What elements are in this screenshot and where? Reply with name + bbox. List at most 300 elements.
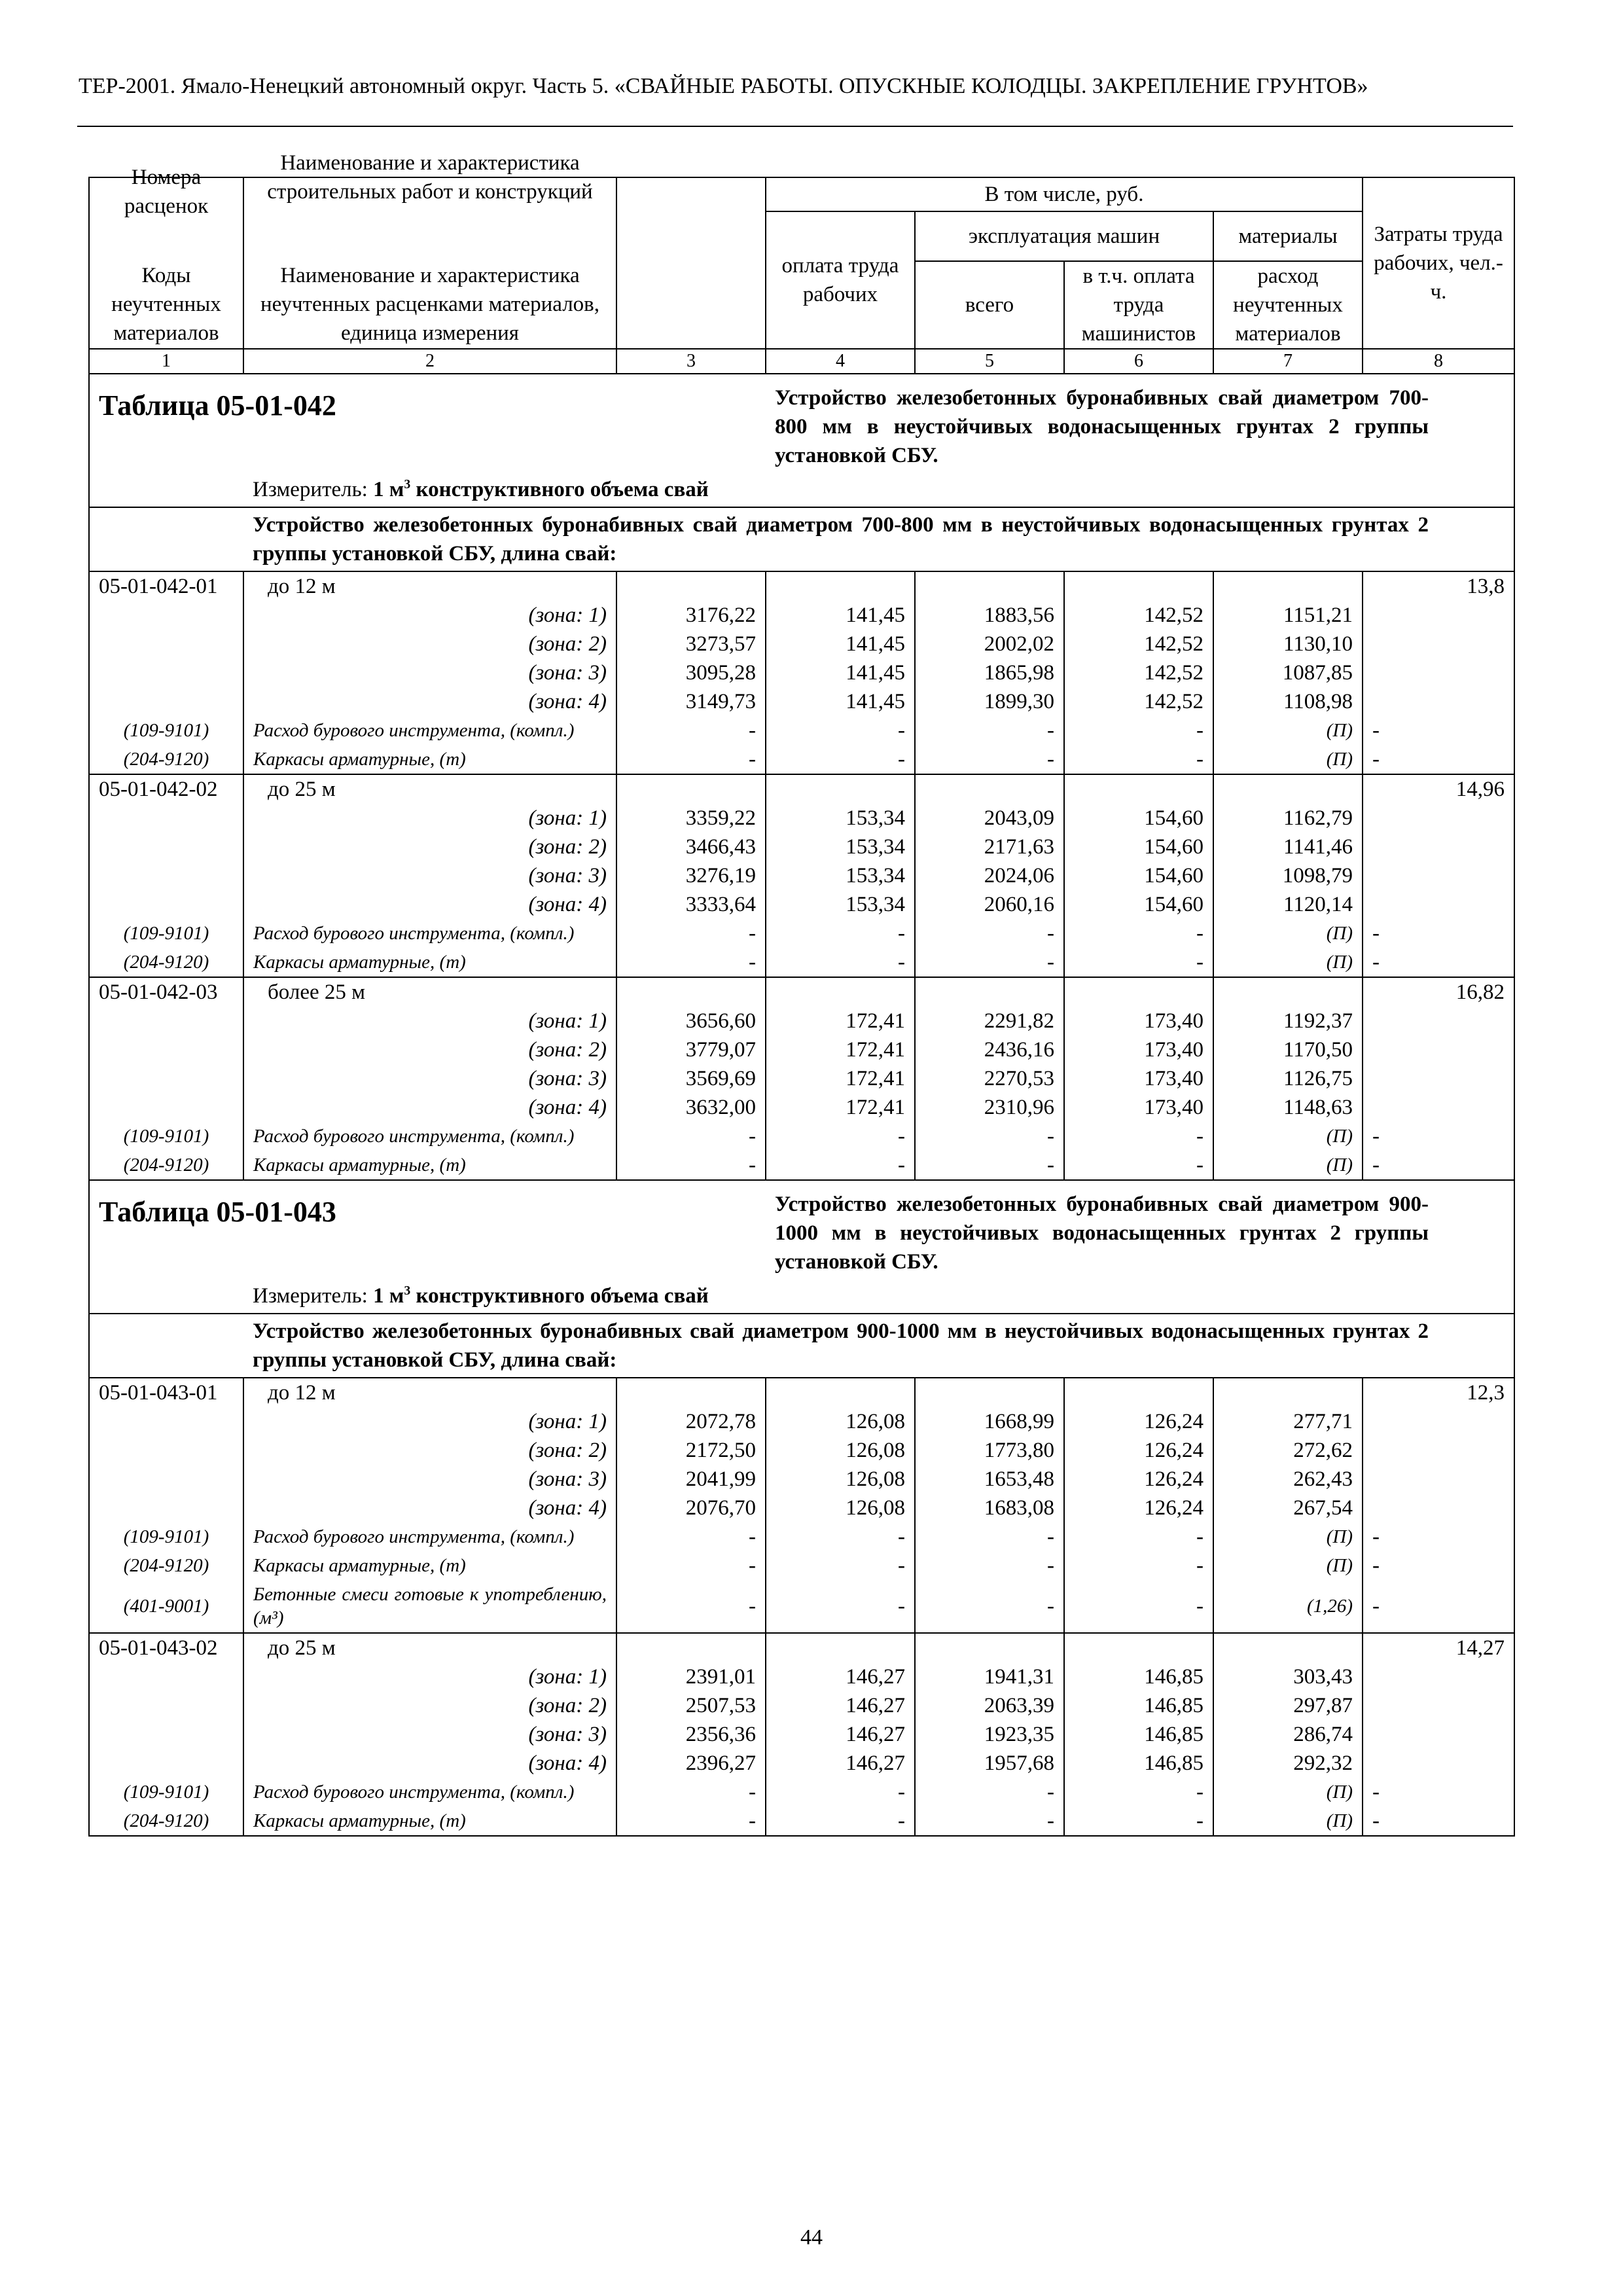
- dash-cell: -: [766, 1551, 915, 1580]
- worker-wage: 153,34: [766, 890, 915, 919]
- materials-cost: 1098,79: [1213, 861, 1363, 890]
- machine-total: 2043,09: [915, 804, 1064, 833]
- zone-label: (зона: 3): [243, 1064, 616, 1093]
- measure-rest: конструктивного объема свай: [416, 1284, 709, 1308]
- dash-cell: -: [1064, 1151, 1213, 1180]
- dash-cell: -: [616, 1522, 766, 1551]
- material-row: [89, 1151, 1514, 1180]
- material-name: Каркасы арматурные, (т): [243, 1551, 616, 1580]
- empty-cell: [1064, 977, 1213, 1007]
- material-qty: (П): [1213, 1522, 1363, 1551]
- direct-cost: 2072,78: [616, 1407, 766, 1436]
- work-name: до 12 м: [243, 571, 616, 601]
- materials-cost: 1162,79: [1213, 804, 1363, 833]
- zone-label: (зона: 2): [243, 1436, 616, 1465]
- dash-cell: -: [1064, 716, 1213, 745]
- empty-cell: [915, 977, 1064, 1007]
- machinist-wage: 146,85: [1064, 1662, 1213, 1691]
- machinist-wage: 154,60: [1064, 861, 1213, 890]
- machine-total: 1668,99: [915, 1407, 1064, 1436]
- empty-cell: [89, 687, 243, 716]
- zone-row: [89, 1436, 1514, 1465]
- empty-cell: [89, 1407, 243, 1436]
- header-col2-bottom: Наименование и характеристика неучтенных расценками материалов, единица измерения: [260, 264, 600, 345]
- empty-cell: [89, 658, 243, 687]
- direct-cost: 2076,70: [616, 1494, 766, 1522]
- machinist-wage: 146,85: [1064, 1749, 1213, 1778]
- dash-cell: -: [1363, 1522, 1514, 1551]
- zone-row: [89, 861, 1514, 890]
- dash-cell: -: [915, 1580, 1064, 1633]
- zone-row: [89, 630, 1514, 658]
- empty-cell: [616, 774, 766, 804]
- materials-cost: 1126,75: [1213, 1064, 1363, 1093]
- material-qty: (П): [1213, 919, 1363, 948]
- zone-label: (зона: 2): [243, 1035, 616, 1064]
- dash-cell: -: [1064, 1551, 1213, 1580]
- measure: [243, 470, 1514, 507]
- empty-cell: [766, 1633, 915, 1662]
- material-name: Расход бурового инструмента, (компл.): [243, 919, 616, 948]
- material-name: Расход бурового инструмента, (компл.): [243, 1522, 616, 1551]
- empty-cell: [89, 630, 243, 658]
- section-spacer: [89, 1314, 243, 1378]
- empty-cell: [915, 1633, 1064, 1662]
- labor-cost: 13,8: [1363, 571, 1514, 601]
- section-desc-row: [89, 507, 1514, 571]
- machine-total: 2270,53: [915, 1064, 1064, 1093]
- column-number: 2: [243, 349, 616, 374]
- zone-row: [89, 1691, 1514, 1720]
- machine-total: 1865,98: [915, 658, 1064, 687]
- dash-cell: -: [915, 1122, 1064, 1151]
- empty-cell: [766, 774, 915, 804]
- material-row: [89, 745, 1514, 774]
- empty-cell: [1363, 1749, 1514, 1778]
- dash-cell: -: [766, 745, 915, 774]
- work-row: [89, 774, 1514, 804]
- empty-cell: [1363, 658, 1514, 687]
- machinist-wage: 142,52: [1064, 601, 1213, 630]
- empty-cell: [1213, 1378, 1363, 1407]
- table-title-cell: [89, 1180, 766, 1276]
- measure-row: [89, 1276, 1514, 1314]
- machinist-wage: 154,60: [1064, 804, 1213, 833]
- labor-cost: 14,96: [1363, 774, 1514, 804]
- dash-cell: -: [766, 1806, 915, 1836]
- measure: [243, 1276, 1514, 1314]
- empty-cell: [89, 1007, 243, 1035]
- worker-wage: 146,27: [766, 1662, 915, 1691]
- header-col2: Наименование и характеристика строительных работ и конструкций Наименование и характеристика неучтенных расценками материалов, единица измерения: [243, 261, 616, 349]
- empty-cell: [915, 571, 1064, 601]
- empty-cell: [915, 774, 1064, 804]
- direct-cost: 3779,07: [616, 1035, 766, 1064]
- dash-cell: -: [616, 1580, 766, 1633]
- table-header: [89, 151, 1514, 374]
- empty-cell: [89, 1662, 243, 1691]
- column-number: 8: [1363, 349, 1514, 374]
- empty-cell: [1363, 1436, 1514, 1465]
- header-rule: [77, 126, 1513, 127]
- machinist-wage: 126,24: [1064, 1407, 1213, 1436]
- empty-cell: [616, 1378, 766, 1407]
- materials-cost: 1087,85: [1213, 658, 1363, 687]
- empty-cell: [89, 1691, 243, 1720]
- worker-wage: 153,34: [766, 804, 915, 833]
- material-name: Расход бурового инструмента, (компл.): [243, 716, 616, 745]
- table-description: Устройство железобетонных буронабивных свай диаметром 900-1000 мм в неустойчивых водонасыщенных грунтах 2 группы установкой СБУ.: [766, 1180, 1514, 1276]
- zone-row: [89, 658, 1514, 687]
- measure-value-wrap: [373, 478, 709, 501]
- zone-label: (зона: 4): [243, 890, 616, 919]
- machinist-wage: 173,40: [1064, 1064, 1213, 1093]
- material-code: (109-9101): [89, 919, 243, 948]
- material-row: [89, 1778, 1514, 1806]
- zone-row: [89, 601, 1514, 630]
- direct-cost: 3359,22: [616, 804, 766, 833]
- zone-label: (зона: 1): [243, 1007, 616, 1035]
- direct-cost: 3276,19: [616, 861, 766, 890]
- header-machines: эксплуатация машин: [915, 211, 1213, 261]
- materials-cost: 277,71: [1213, 1407, 1363, 1436]
- dash-cell: -: [1064, 1522, 1213, 1551]
- empty-cell: [1363, 1691, 1514, 1720]
- machine-total: 2436,16: [915, 1035, 1064, 1064]
- header-col1-bottom: Коды неучтенных материалов: [111, 264, 221, 345]
- dash-cell: -: [915, 1806, 1064, 1836]
- dash-cell: -: [616, 919, 766, 948]
- machine-total: 1653,48: [915, 1465, 1064, 1494]
- machine-total: 1899,30: [915, 687, 1064, 716]
- zone-label: (зона: 4): [243, 687, 616, 716]
- material-qty: (П): [1213, 1806, 1363, 1836]
- rate-code: 05-01-042-03: [89, 977, 243, 1007]
- empty-cell: [1363, 1007, 1514, 1035]
- material-row: [89, 1806, 1514, 1836]
- material-code: (109-9101): [89, 1778, 243, 1806]
- rate-code: 05-01-042-01: [89, 571, 243, 601]
- empty-cell: [616, 1633, 766, 1662]
- worker-wage: 141,45: [766, 630, 915, 658]
- material-row: [89, 919, 1514, 948]
- empty-cell: [89, 601, 243, 630]
- work-row: [89, 1378, 1514, 1407]
- labor-cost: 14,27: [1363, 1633, 1514, 1662]
- empty-cell: [1213, 1633, 1363, 1662]
- material-row: [89, 1551, 1514, 1580]
- empty-cell: [1363, 1720, 1514, 1749]
- materials-cost: 1141,46: [1213, 833, 1363, 861]
- zone-row: [89, 1749, 1514, 1778]
- empty-cell: [89, 1436, 243, 1465]
- zone-label: (зона: 3): [243, 861, 616, 890]
- column-number: 3: [616, 349, 766, 374]
- materials-cost: 1151,21: [1213, 601, 1363, 630]
- worker-wage: 126,08: [766, 1494, 915, 1522]
- measure-value-wrap: [373, 1284, 709, 1308]
- machinist-wage: 142,52: [1064, 658, 1213, 687]
- dash-cell: -: [1064, 1778, 1213, 1806]
- zone-label: (зона: 1): [243, 1662, 616, 1691]
- dash-cell: -: [616, 1778, 766, 1806]
- dash-cell: -: [616, 1551, 766, 1580]
- direct-cost: 3466,43: [616, 833, 766, 861]
- direct-cost: 3656,60: [616, 1007, 766, 1035]
- dash-cell: -: [616, 1122, 766, 1151]
- dash-cell: -: [915, 919, 1064, 948]
- materials-cost: 1130,10: [1213, 630, 1363, 658]
- material-code: (204-9120): [89, 745, 243, 774]
- worker-wage: 141,45: [766, 687, 915, 716]
- empty-cell: [1363, 1093, 1514, 1122]
- machinist-wage: 146,85: [1064, 1720, 1213, 1749]
- dash-cell: -: [1064, 1122, 1213, 1151]
- dash-cell: -: [1363, 1778, 1514, 1806]
- machine-total: 1773,80: [915, 1436, 1064, 1465]
- worker-wage: 172,41: [766, 1007, 915, 1035]
- materials-cost: 297,87: [1213, 1691, 1363, 1720]
- material-name: Каркасы арматурные, (т): [243, 1151, 616, 1180]
- machinist-wage: 126,24: [1064, 1465, 1213, 1494]
- material-code: (204-9120): [89, 1551, 243, 1580]
- machine-total: 2291,82: [915, 1007, 1064, 1035]
- direct-cost: 3632,00: [616, 1093, 766, 1122]
- materials-cost: 1170,50: [1213, 1035, 1363, 1064]
- empty-cell: [1363, 861, 1514, 890]
- dash-cell: -: [1363, 716, 1514, 745]
- page-header: ТЕР-2001. Ямало-Ненецкий автономный округ. Часть 5. «СВАЙНЫЕ РАБОТЫ. ОПУСКНЫЕ КОЛОДЦЫ. ЗАКРЕПЛЕНИЕ ГРУНТОВ»: [79, 74, 1368, 98]
- machinist-wage: 173,40: [1064, 1035, 1213, 1064]
- empty-cell: [1363, 1465, 1514, 1494]
- worker-wage: 172,41: [766, 1093, 915, 1122]
- dash-cell: -: [616, 716, 766, 745]
- dash-cell: -: [616, 948, 766, 977]
- zone-label: (зона: 2): [243, 630, 616, 658]
- column-number: 7: [1213, 349, 1363, 374]
- dash-cell: -: [766, 1522, 915, 1551]
- machinist-wage: 126,24: [1064, 1436, 1213, 1465]
- section-desc-row: [89, 1314, 1514, 1378]
- material-name: Бетонные смеси готовые к употреблению, (м³): [243, 1580, 616, 1633]
- direct-cost: 3095,28: [616, 658, 766, 687]
- zone-label: (зона: 4): [243, 1093, 616, 1122]
- measure-sup: 3: [404, 477, 411, 492]
- rate-code: 05-01-043-01: [89, 1378, 243, 1407]
- header-col7: расход неучтенных материалов: [1213, 261, 1363, 349]
- material-row: [89, 1522, 1514, 1551]
- zone-row: [89, 1064, 1514, 1093]
- measure-spacer: [89, 1276, 243, 1314]
- machinist-wage: 154,60: [1064, 890, 1213, 919]
- page-number: 44: [800, 2225, 823, 2250]
- machine-total: 2171,63: [915, 833, 1064, 861]
- materials-cost: 292,32: [1213, 1749, 1363, 1778]
- table-title: Таблица 05-01-043: [99, 1196, 336, 1228]
- rates-table: [88, 151, 1515, 1837]
- material-row: [89, 1580, 1514, 1633]
- machine-total: 2002,02: [915, 630, 1064, 658]
- measure-value: 1 м: [373, 1284, 404, 1308]
- materials-cost: 272,62: [1213, 1436, 1363, 1465]
- dash-cell: -: [766, 948, 915, 977]
- materials-cost: 267,54: [1213, 1494, 1363, 1522]
- dash-cell: -: [766, 716, 915, 745]
- dash-cell: -: [766, 1778, 915, 1806]
- material-code: (109-9101): [89, 1522, 243, 1551]
- measure-value: 1 м: [373, 478, 404, 501]
- empty-cell: [766, 1378, 915, 1407]
- dash-cell: -: [1363, 948, 1514, 977]
- material-qty: (П): [1213, 948, 1363, 977]
- empty-cell: [1064, 774, 1213, 804]
- table-title: Таблица 05-01-042: [99, 389, 336, 422]
- machine-total: 2063,39: [915, 1691, 1064, 1720]
- worker-wage: 126,08: [766, 1407, 915, 1436]
- materials-cost: 286,74: [1213, 1720, 1363, 1749]
- dash-cell: -: [616, 1151, 766, 1180]
- empty-cell: [1363, 804, 1514, 833]
- dash-cell: -: [1363, 1122, 1514, 1151]
- machine-total: 1683,08: [915, 1494, 1064, 1522]
- direct-cost: 3176,22: [616, 601, 766, 630]
- dash-cell: -: [1363, 1580, 1514, 1633]
- machinist-wage: 146,85: [1064, 1691, 1213, 1720]
- work-name: более 25 м: [243, 977, 616, 1007]
- column-number: 5: [915, 349, 1064, 374]
- dash-cell: -: [616, 1806, 766, 1836]
- machine-total: 1883,56: [915, 601, 1064, 630]
- table-title-row: [89, 374, 1514, 470]
- material-row: [89, 716, 1514, 745]
- material-qty: (П): [1213, 1122, 1363, 1151]
- empty-cell: [1363, 601, 1514, 630]
- material-code: (109-9101): [89, 1122, 243, 1151]
- worker-wage: 126,08: [766, 1465, 915, 1494]
- header-col1: Номера расценок Коды неучтенных материалов: [89, 261, 243, 349]
- worker-wage: 172,41: [766, 1064, 915, 1093]
- direct-cost: 3333,64: [616, 890, 766, 919]
- dash-cell: -: [1363, 745, 1514, 774]
- machine-total: 1941,31: [915, 1662, 1064, 1691]
- material-qty: (1,26): [1213, 1580, 1363, 1633]
- empty-cell: [89, 1465, 243, 1494]
- zone-row: [89, 1035, 1514, 1064]
- dash-cell: -: [1363, 1551, 1514, 1580]
- measure-label: Измеритель:: [253, 1284, 368, 1308]
- measure-sup: 3: [404, 1283, 411, 1298]
- material-code: (204-9120): [89, 1806, 243, 1836]
- machinist-wage: 173,40: [1064, 1007, 1213, 1035]
- dash-cell: -: [915, 1551, 1064, 1580]
- worker-wage: 146,27: [766, 1691, 915, 1720]
- material-code: (401-9001): [89, 1580, 243, 1633]
- empty-cell: [1064, 571, 1213, 601]
- direct-cost: 2507,53: [616, 1691, 766, 1720]
- materials-cost: 1108,98: [1213, 687, 1363, 716]
- direct-cost: 3569,69: [616, 1064, 766, 1093]
- measure-label: Измеритель:: [253, 478, 368, 501]
- dash-cell: -: [915, 948, 1064, 977]
- empty-cell: [1363, 687, 1514, 716]
- empty-cell: [1363, 1035, 1514, 1064]
- worker-wage: 146,27: [766, 1749, 915, 1778]
- empty-cell: [1363, 1662, 1514, 1691]
- direct-cost: 2391,01: [616, 1662, 766, 1691]
- materials-cost: 303,43: [1213, 1662, 1363, 1691]
- dash-cell: -: [766, 919, 915, 948]
- work-name: до 25 м: [243, 774, 616, 804]
- dash-cell: -: [1064, 948, 1213, 977]
- empty-cell: [1064, 1633, 1213, 1662]
- header-col4: оплата труда рабочих: [766, 211, 915, 349]
- zone-label: (зона: 3): [243, 1720, 616, 1749]
- empty-cell: [89, 1720, 243, 1749]
- table-title-row: [89, 1180, 1514, 1276]
- zone-label: (зона: 3): [243, 658, 616, 687]
- dash-cell: -: [616, 745, 766, 774]
- materials-cost: 1120,14: [1213, 890, 1363, 919]
- section-description: Устройство железобетонных буронабивных свай диаметром 700-800 мм в неустойчивых водонасыщенных грунтах 2 группы установкой СБУ, длина свай:: [243, 507, 1514, 571]
- zone-row: [89, 1407, 1514, 1436]
- dash-cell: -: [1064, 745, 1213, 774]
- empty-cell: [1363, 1407, 1514, 1436]
- zone-label: (зона: 4): [243, 1494, 616, 1522]
- machine-total: 2060,16: [915, 890, 1064, 919]
- dash-cell: -: [1363, 1806, 1514, 1836]
- worker-wage: 153,34: [766, 833, 915, 861]
- material-qty: (П): [1213, 1551, 1363, 1580]
- worker-wage: 126,08: [766, 1436, 915, 1465]
- material-code: (109-9101): [89, 716, 243, 745]
- dash-cell: -: [766, 1122, 915, 1151]
- empty-cell: [1363, 630, 1514, 658]
- empty-cell: [1363, 1064, 1514, 1093]
- empty-cell: [1363, 1494, 1514, 1522]
- empty-cell: [89, 1064, 243, 1093]
- machine-total: 1923,35: [915, 1720, 1064, 1749]
- work-row: [89, 1633, 1514, 1662]
- table-body: [89, 374, 1514, 1836]
- table-title-cell: [89, 374, 766, 470]
- column-number: 1: [89, 349, 243, 374]
- empty-cell: [766, 977, 915, 1007]
- zone-label: (зона: 2): [243, 833, 616, 861]
- section-description: Устройство железобетонных буронабивных свай диаметром 900-1000 мм в неустойчивых водонасыщенных грунтах 2 группы установкой СБУ, длина свай:: [243, 1314, 1514, 1378]
- empty-cell: [89, 1749, 243, 1778]
- zone-label: (зона: 3): [243, 1465, 616, 1494]
- zone-label: (зона: 4): [243, 1749, 616, 1778]
- section-spacer: [89, 507, 243, 571]
- dash-cell: -: [1064, 1580, 1213, 1633]
- material-name: Каркасы арматурные, (т): [243, 1806, 616, 1836]
- machine-total: 1957,68: [915, 1749, 1064, 1778]
- dash-cell: -: [1363, 1151, 1514, 1180]
- empty-cell: [766, 571, 915, 601]
- material-code: (204-9120): [89, 948, 243, 977]
- direct-cost: 2172,50: [616, 1436, 766, 1465]
- table-description: Устройство железобетонных буронабивных свай диаметром 700-800 мм в неустойчивых водонасыщенных грунтах 2 группы установкой СБУ.: [766, 374, 1514, 470]
- empty-cell: [616, 977, 766, 1007]
- machinist-wage: 142,52: [1064, 630, 1213, 658]
- worker-wage: 141,45: [766, 658, 915, 687]
- machinist-wage: 154,60: [1064, 833, 1213, 861]
- worker-wage: 146,27: [766, 1720, 915, 1749]
- zone-label: (зона: 2): [243, 1691, 616, 1720]
- material-name: Расход бурового инструмента, (компл.): [243, 1122, 616, 1151]
- materials-cost: 262,43: [1213, 1465, 1363, 1494]
- direct-cost: 2041,99: [616, 1465, 766, 1494]
